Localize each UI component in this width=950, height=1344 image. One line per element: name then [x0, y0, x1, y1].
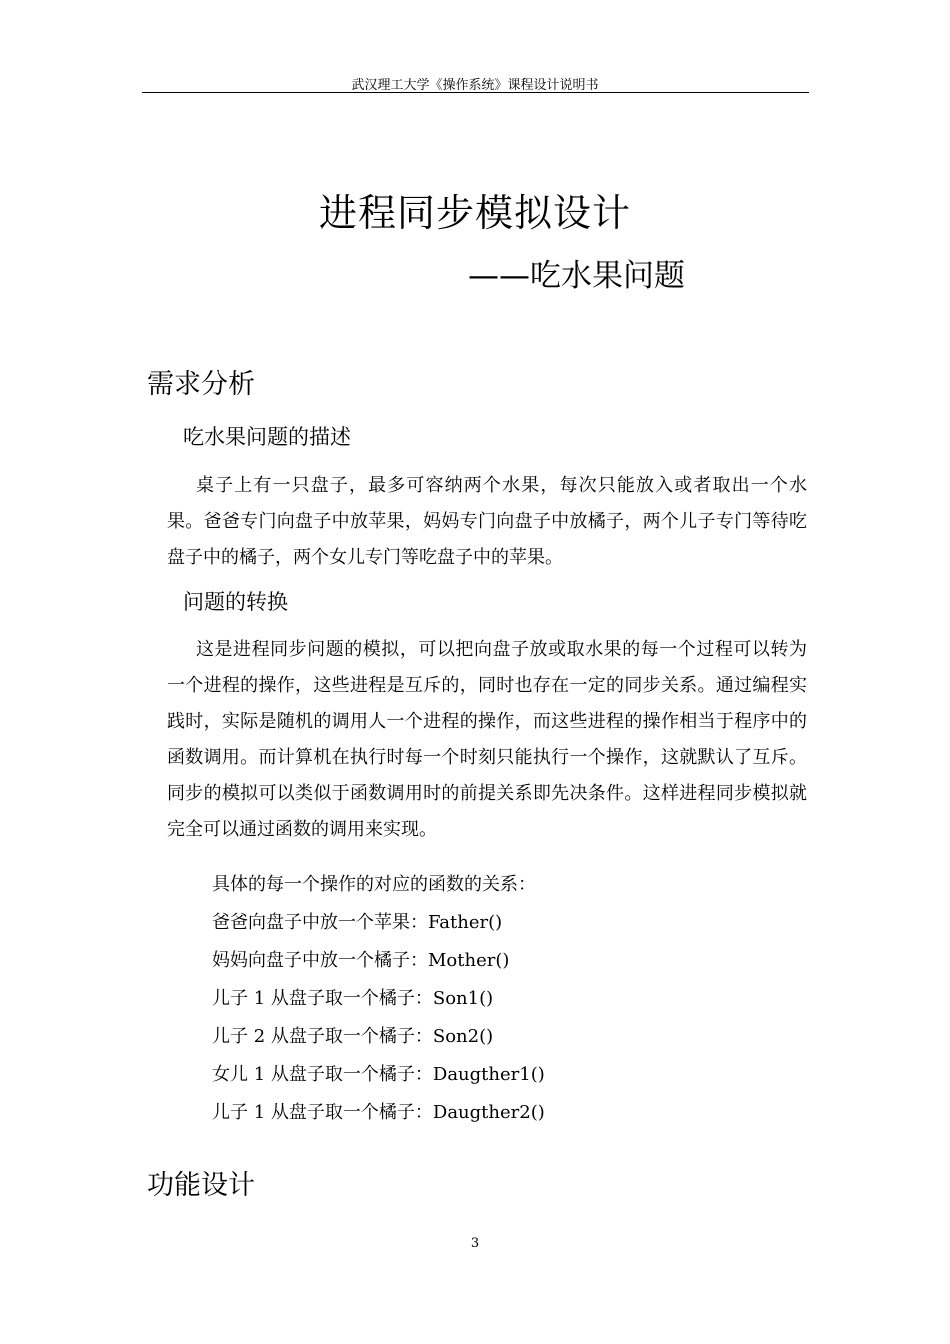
document-title: 进程同步模拟设计 [318, 191, 631, 235]
function-item-father: 爸爸向盘子中放一个苹果：Father() [212, 912, 503, 933]
document-subtitle: ——吃水果问题 [468, 258, 685, 294]
function-item-son1: 儿子 1 从盘子取一个橘子：Son1() [212, 988, 494, 1009]
page-number: 3 [470, 1236, 480, 1251]
header-rule [142, 92, 809, 93]
paragraph-problem-conversion: 这是进程同步问题的模拟，可以把向盘子放或取水果的每一个过程可以转为一个进程的操作，这些进程是互斥的，同时也存在一定的同步关系。通过编程实践时，实际是随机的调用人一个进程的操作，而这些进程的操作相当于程序中的函数调用。而计算机在执行时每一个时刻只能执行一个操作，这就默认了互斥。同步的模拟可以类似于函数调用时的前提关系即先决条件。这样进程同步模拟就完全可以通过函数的调用来实现。 [167, 639, 807, 840]
function-item-son2: 儿子 2 从盘子取一个橘子：Son2() [212, 1026, 494, 1047]
heading-function-design: 功能设计 [147, 1170, 255, 1201]
function-item-daughter1: 女儿 1 从盘子取一个橘子：Daugther1() [212, 1064, 545, 1085]
heading-problem-conversion: 问题的转换 [183, 590, 288, 614]
function-item-mother: 妈妈向盘子中放一个橘子：Mother() [212, 950, 510, 971]
function-list-intro: 具体的每一个操作的对应的函数的关系： [212, 874, 536, 895]
page-header: 武汉理工大学《操作系统》课程设计说明书 [351, 78, 599, 93]
heading-problem-description: 吃水果问题的描述 [183, 425, 351, 449]
heading-requirements: 需求分析 [147, 369, 255, 400]
function-item-daughter2: 儿子 1 从盘子取一个橘子：Daugther2() [212, 1102, 545, 1123]
paragraph-problem-description: 桌子上有一只盘子，最多可容纳两个水果，每次只能放入或者取出一个水果。爸爸专门向盘子中放苹果，妈妈专门向盘子中放橘子，两个儿子专门等待吃盘子中的橘子，两个女儿专门等吃盘子中的苹果。 [167, 475, 807, 568]
